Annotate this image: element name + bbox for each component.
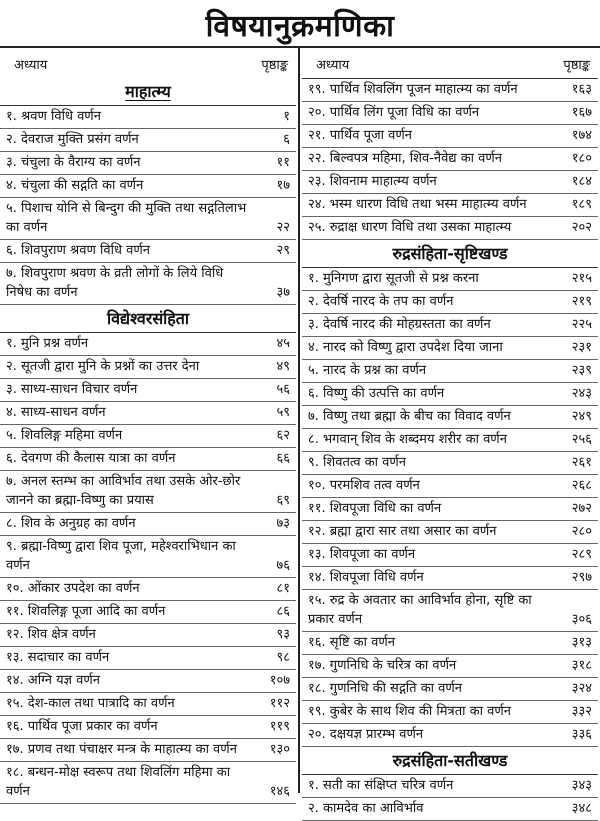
entry-title: १२. ब्रह्मा द्वारा सार तथा असार का वर्णन	[308, 524, 497, 539]
section-heading: माहात्म्य	[125, 82, 171, 101]
toc-entry	[0, 647, 296, 670]
toc-section	[0, 332, 296, 804]
toc-entry	[302, 632, 598, 655]
toc-entry	[302, 79, 598, 102]
column-divider	[298, 48, 300, 793]
entry-page-number: १८९	[571, 197, 592, 212]
toc-entry	[0, 693, 296, 716]
entry-page-number: ५६	[276, 382, 290, 397]
entry-title: २. कामदेव का आविर्भाव	[308, 801, 424, 816]
entry-page-number: १७४	[571, 128, 592, 143]
toc-entry	[302, 567, 598, 590]
entry-page-number: १६७	[571, 105, 592, 120]
toc-entry	[0, 402, 296, 425]
entry-page-number: १७	[276, 178, 290, 193]
entry-page-number: २१९	[571, 294, 592, 309]
toc-entry	[302, 360, 598, 383]
toc-entry	[302, 678, 598, 701]
entry-title: ५. नारद के प्रश्न का वर्णन	[308, 363, 427, 378]
entry-page-number: २८०	[571, 524, 592, 539]
entry-page-number: ४५	[276, 336, 290, 351]
toc-entry	[0, 578, 296, 601]
entry-page-number: ७३	[276, 516, 290, 531]
entry-title: ७. अनल स्तम्भ का आविर्भाव तथा उसके ओर-छोर जानने का ब्रह्मा-विष्णु का प्रयास	[6, 474, 241, 508]
entry-title: ५. शिवलिङ्ग महिमा वर्णन	[6, 428, 123, 443]
entry-title: १८. बन्धन-मोक्ष स्वरूप तथा शिवलिंग महिमा का वर्णन	[6, 765, 231, 799]
entry-page-number: ९८	[276, 650, 290, 665]
toc-entry	[302, 217, 598, 240]
entry-title: ११. शिवपूजा विधि का वर्णन	[308, 501, 442, 516]
entry-title: १५. रुद्र के अवतार का आविर्भाव होना, सृष्टि का प्रकार वर्णन	[308, 593, 532, 627]
toc-entry	[0, 356, 296, 379]
toc-entry	[0, 379, 296, 402]
entry-page-number: ६९	[276, 493, 290, 508]
entry-page-number: १८०	[571, 151, 592, 166]
entry-title: ८. भगवान् शिव के शब्दमय शरीर का वर्णन	[308, 432, 507, 447]
toc-entry	[302, 798, 598, 821]
entry-title: १. सती का संक्षिप्त चरित्र वर्णन	[308, 778, 454, 793]
chapter-header: अध्याय	[316, 58, 350, 73]
toc-entry	[0, 739, 296, 762]
toc-entry	[0, 624, 296, 647]
section-heading: विद्येश्वरसंहिता	[106, 309, 190, 328]
entry-page-number: ८१	[276, 581, 290, 596]
entry-page-number: २३९	[571, 363, 592, 378]
entry-page-number: २८९	[571, 547, 592, 562]
toc-entry	[302, 268, 598, 291]
toc-entry	[302, 521, 598, 544]
entry-page-number: २४३	[571, 386, 592, 401]
entry-page-number: ९३	[276, 627, 290, 642]
toc-entry	[302, 544, 598, 567]
entry-title: ३. साध्य-साधन विचार वर्णन	[6, 382, 138, 397]
entry-title: २२. बिल्वपत्र महिमा, शिव-नैवेद्य का वर्णन	[308, 151, 503, 166]
entry-page-number: ११९	[269, 719, 290, 734]
entry-page-number: ३४८	[571, 801, 592, 816]
toc-section	[302, 78, 598, 240]
entry-page-number: २१५	[571, 271, 592, 286]
entry-page-number: ६६	[276, 451, 290, 466]
entry-page-number: २७२	[571, 501, 592, 516]
entry-title: २५. रुद्राक्ष धारण विधि तथा उसका माहात्म्य	[308, 220, 512, 235]
entry-title: १३. सदाचार का वर्णन	[6, 650, 110, 665]
entry-title: २०. दक्षयज्ञ प्रारम्भ वर्णन	[308, 727, 424, 742]
entry-page-number: ३३६	[571, 727, 592, 742]
entry-page-number: ३०६	[571, 612, 592, 627]
entry-page-number: ३२४	[571, 681, 592, 696]
entry-title: ९. शिवतत्व का वर्णन	[308, 455, 407, 470]
toc-entry	[0, 448, 296, 471]
entry-title: १०. परमशिव तत्व वर्णन	[308, 478, 420, 493]
entry-title: १७. गुणनिधि के चरित्र का वर्णन	[308, 658, 457, 673]
toc-entry	[302, 590, 598, 632]
column-header	[302, 50, 598, 78]
entry-page-number: १	[283, 109, 290, 124]
toc-entry	[302, 125, 598, 148]
toc-entry	[302, 498, 598, 521]
entry-title: २१. पार्थिव पूजा वर्णन	[308, 128, 412, 143]
title-rule	[0, 46, 600, 48]
entry-page-number: ३३२	[571, 704, 592, 719]
entry-page-number: ११	[276, 155, 290, 170]
section-heading: रुद्रसंहिता-सतीखण्ड	[392, 751, 508, 770]
entry-title: ६. देवगण की कैलास यात्रा का वर्णन	[6, 451, 176, 466]
entry-title: ७. शिवपुराण श्रवण के व्रती लोगों के लिये विधि निषेध का वर्णन	[6, 266, 224, 300]
entry-page-number: ५९	[276, 405, 290, 420]
entry-page-number: १६३	[571, 82, 592, 97]
toc-entry	[0, 333, 296, 356]
column-header	[0, 50, 296, 78]
toc-entry	[0, 513, 296, 536]
toc-entry	[0, 175, 296, 198]
toc-entry	[302, 337, 598, 360]
entry-page-number: २४९	[571, 409, 592, 424]
entry-page-number: १४६	[269, 784, 290, 799]
entry-page-number: १३०	[269, 742, 290, 757]
entry-page-number: ४९	[276, 359, 290, 374]
toc-entry	[0, 129, 296, 152]
toc-entry	[0, 240, 296, 263]
toc-entry	[0, 716, 296, 739]
toc-entry	[302, 194, 598, 217]
entry-title: ५. पिशाच योनि से बिन्दुग की मुक्ति तथा सद्गतिलाभ का वर्णन	[6, 201, 247, 235]
entry-title: ६. शिवपुराण श्रवण विधि वर्णन	[6, 243, 150, 258]
entry-title: १९. पार्थिव शिवलिंग पूजन माहात्म्य का वर्णन	[308, 82, 518, 97]
entry-page-number: ६२	[276, 428, 290, 443]
entry-title: ११. शिवलिङ्ग पूजा आदि का वर्णन	[6, 604, 166, 619]
entry-title: २. सूतजी द्वारा मुनि के प्रश्नों का उत्तर देना	[6, 359, 200, 374]
entry-page-number: २५६	[571, 432, 592, 447]
toc-entry	[302, 701, 598, 724]
entry-page-number: २२	[276, 220, 290, 235]
entry-title: १९. कुबेर के साथ शिव की मित्रता का वर्णन	[308, 704, 511, 719]
toc-entry	[302, 775, 598, 798]
entry-title: १. मुनि प्रश्न वर्णन	[6, 336, 89, 351]
entry-title: ६. विष्णु की उत्पत्ति का वर्णन	[308, 386, 445, 401]
entry-page-number: ३१३	[571, 635, 592, 650]
entry-page-number: ६	[283, 132, 290, 147]
toc-entry	[0, 762, 296, 804]
toc-entry	[302, 291, 598, 314]
toc-entry	[302, 475, 598, 498]
entry-page-number: २९७	[571, 570, 592, 585]
entry-title: २. देवराज मुक्ति प्रसंग वर्णन	[6, 132, 139, 147]
entry-page-number: २९	[276, 243, 290, 258]
entry-title: ४. साध्य-साधन वर्णन	[6, 405, 106, 420]
entry-title: ७. विष्णु तथा ब्रह्मा के बीच का विवाद वर्णन	[308, 409, 511, 424]
toc-section	[302, 267, 598, 747]
entry-page-number: २२५	[571, 317, 592, 332]
entry-page-number: ३७	[276, 285, 290, 300]
toc-section	[0, 105, 296, 305]
entry-title: १४. अग्नि यज्ञ वर्णन	[6, 673, 100, 688]
entry-title: १४. शिवपूजा विधि वर्णन	[308, 570, 424, 585]
entry-title: ८. शिव के अनुग्रह का वर्णन	[6, 516, 136, 531]
toc-entry	[0, 471, 296, 513]
toc-entry	[0, 536, 296, 578]
entry-title: १३. शिवपूजा का वर्णन	[308, 547, 416, 562]
entry-title: १०. ओंकार उपदेश का वर्णन	[6, 581, 140, 596]
entry-title: २०. पार्थिव लिंग पूजा विधि का वर्णन	[308, 105, 480, 120]
toc-entry	[302, 102, 598, 125]
entry-title: ३. चंचुला के वैराग्य का वर्णन	[6, 155, 141, 170]
left-column	[0, 50, 296, 804]
entry-title: १७. प्रणव तथा पंचाक्षर मन्त्र के माहात्म्य का वर्णन	[6, 742, 237, 757]
toc-entry	[302, 314, 598, 337]
entry-title: १२. शिव क्षेत्र वर्णन	[6, 627, 96, 642]
entry-title: ४. चंचुला की सद्गति का वर्णन	[6, 178, 144, 193]
chapter-header: अध्याय	[14, 58, 48, 73]
entry-page-number: १८४	[571, 174, 592, 189]
toc-entry	[0, 263, 296, 305]
entry-page-number: ३४३	[571, 778, 592, 793]
entry-page-number: २०२	[571, 220, 592, 235]
toc-entry	[302, 452, 598, 475]
entry-title: २. देवर्षि नारद के तप का वर्णन	[308, 294, 454, 309]
entry-page-number: १०७	[269, 673, 290, 688]
page-header: पृष्ठाङ्क	[563, 58, 590, 73]
entry-page-number: ७६	[276, 558, 290, 573]
page-header: पृष्ठाङ्क	[261, 58, 288, 73]
entry-title: १. श्रवण विधि वर्णन	[6, 109, 101, 124]
toc-entry	[302, 171, 598, 194]
toc-entry	[0, 152, 296, 175]
entry-title: ३. देवर्षि नारद की मोहग्रस्तता का वर्णन	[308, 317, 491, 332]
toc-entry	[302, 383, 598, 406]
entry-title: २४. भस्म धारण विधि तथा भस्म माहात्म्य वर्णन	[308, 197, 527, 212]
toc-entry	[0, 670, 296, 693]
entry-page-number: ८६	[276, 604, 290, 619]
entry-page-number: २३१	[571, 340, 592, 355]
entry-title: २३. शिवनाम माहात्म्य वर्णन	[308, 174, 437, 189]
toc-entry	[302, 724, 598, 747]
toc-entry	[0, 425, 296, 448]
section-heading: रुद्रसंहिता-सृष्टिखण्ड	[392, 244, 508, 263]
toc-entry	[302, 655, 598, 678]
toc-section	[302, 774, 598, 821]
entry-title: १५. देश-काल तथा पात्रादि का वर्णन	[6, 696, 175, 711]
toc-entry	[302, 406, 598, 429]
entry-page-number: २६८	[571, 478, 592, 493]
entry-title: १८. गुणनिधि की सद्गति का वर्णन	[308, 681, 463, 696]
toc-entry	[0, 106, 296, 129]
entry-page-number: २६१	[571, 455, 592, 470]
entry-page-number: ११२	[269, 696, 290, 711]
entry-title: १६. सृष्टि का वर्णन	[308, 635, 395, 650]
entry-title: १. मुनिगण द्वारा सूतजी से प्रश्न करना	[308, 271, 479, 286]
toc-entry	[0, 601, 296, 624]
entry-page-number: ३१८	[571, 658, 592, 673]
toc-entry	[302, 148, 598, 171]
toc-entry	[0, 198, 296, 240]
entry-title: ४. नारद को विष्णु द्वारा उपदेश दिया जाना	[308, 340, 503, 355]
page-title: विषयानुक्रमणिका	[205, 9, 395, 44]
right-column	[302, 50, 598, 821]
toc-entry	[302, 429, 598, 452]
entry-title: १६. पार्थिव पूजा प्रकार का वर्णन	[6, 719, 158, 734]
entry-title: ९. ब्रह्मा-विष्णु द्वारा शिव पूजा, महेश्वराभिधान का वर्णन	[6, 539, 236, 573]
